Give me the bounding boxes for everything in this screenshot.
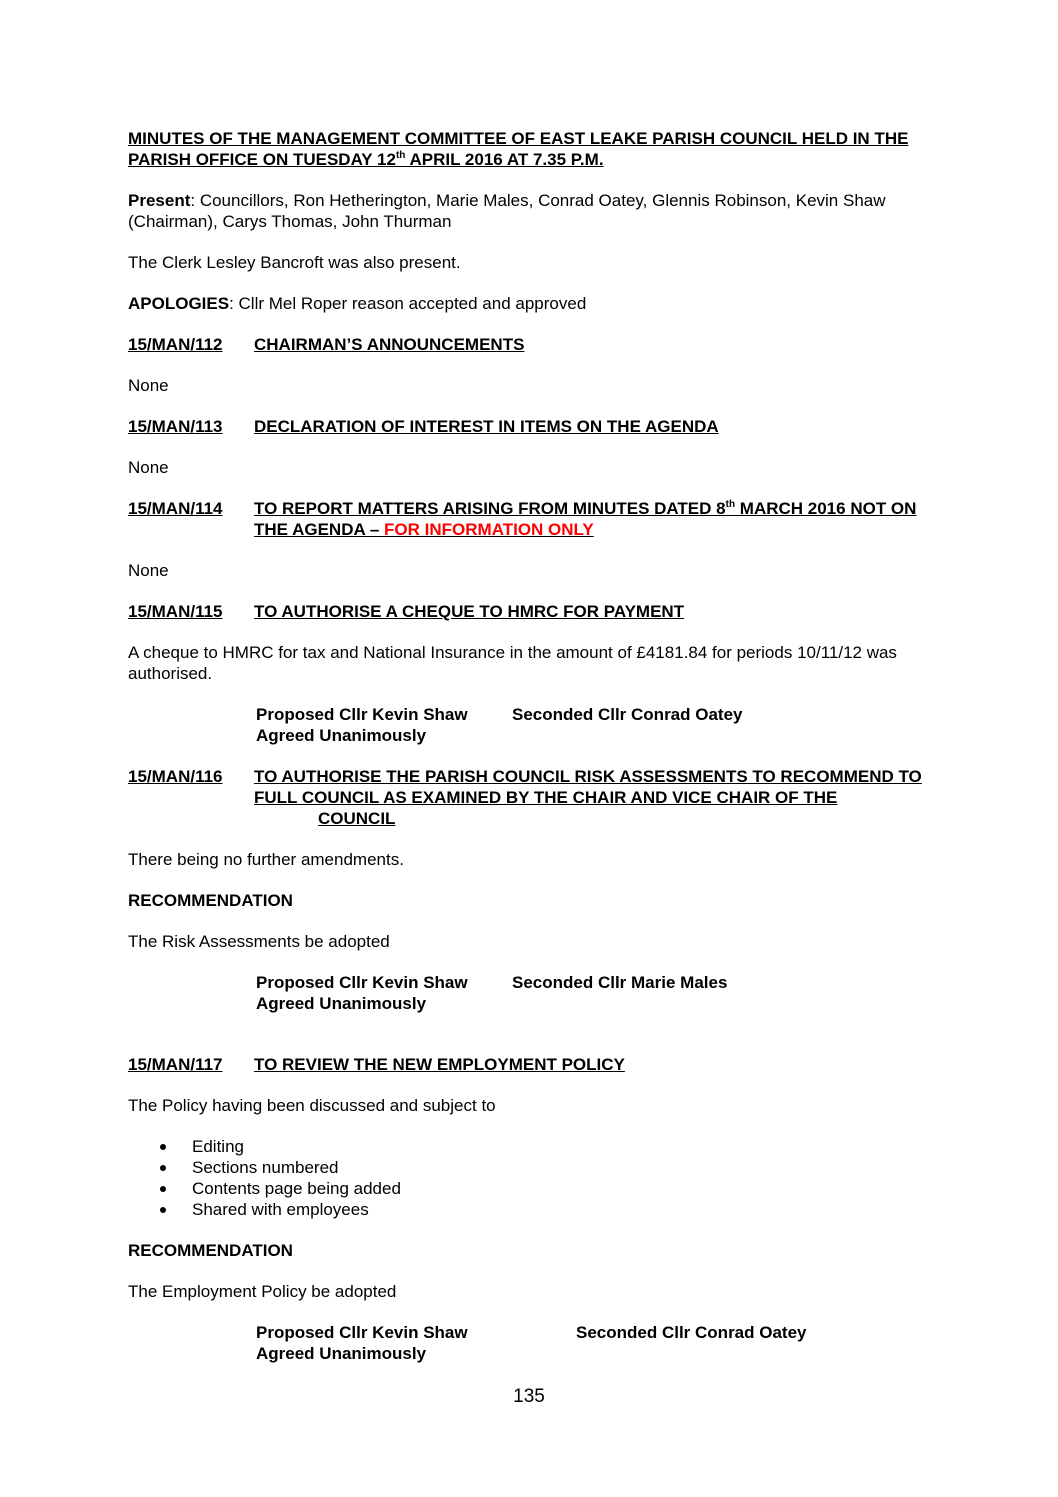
apologies-text: : Cllr Mel Roper reason accepted and approved	[229, 294, 587, 313]
item-112-body: None	[128, 376, 169, 395]
item-115-vote	[256, 704, 938, 746]
item-116-title-line2: COUNCIL	[318, 809, 396, 828]
item-116-vote	[256, 972, 938, 1014]
item-114-title-red: FOR INFORMATION ONLY	[384, 520, 594, 539]
item-117-proposed: Proposed Cllr Kevin Shaw	[256, 1323, 468, 1342]
title-part1: MINUTES OF THE MANAGEMENT COMMITTEE OF EAST LEAKE PARISH COUNCIL HELD IN THE PARISH OFFICE ON TUESDAY 12	[128, 129, 909, 169]
item-112-title: CHAIRMAN’S ANNOUNCEMENTS	[254, 335, 525, 354]
item-117-agreed: Agreed Unanimously	[256, 1344, 427, 1363]
item-117-ref: 15/MAN/117	[128, 1055, 223, 1074]
item-114-body: None	[128, 561, 169, 580]
item-117-recommendation-text: The Employment Policy be adopted	[128, 1282, 397, 1301]
item-114-ref: 15/MAN/114	[128, 499, 223, 518]
item-113-ref: 15/MAN/113	[128, 417, 223, 436]
item-116-seconded: Seconded Cllr Marie Males	[512, 973, 728, 992]
spacer	[128, 1034, 938, 1054]
item-115-ref: 15/MAN/115	[128, 602, 223, 621]
item-116-recommendation-text: The Risk Assessments be adopted	[128, 932, 390, 951]
page-number: 135	[513, 1386, 545, 1407]
item-116-proposed: Proposed Cllr Kevin Shaw	[256, 973, 468, 992]
item-114-title	[254, 498, 938, 540]
item-113-title: DECLARATION OF INTEREST IN ITEMS ON THE AGENDA	[254, 417, 719, 436]
item-115-title: TO AUTHORISE A CHEQUE TO HMRC FOR PAYMENT	[254, 602, 685, 621]
title-part2: APRIL 2016 AT 7.35 P.M	[405, 150, 599, 169]
clerk-paragraph: The Clerk Lesley Bancroft was also present.	[128, 253, 461, 272]
item-114-title-part2: MARCH 2016 NOT ON THE AGENDA –	[254, 499, 917, 539]
apologies-paragraph	[128, 293, 938, 314]
list-item: Contents page being added	[128, 1178, 938, 1199]
item-117-recommendation-label: RECOMMENDATION	[128, 1241, 293, 1260]
item-117-title: TO REVIEW THE NEW EMPLOYMENT POLICY	[254, 1055, 625, 1074]
title-end: .	[598, 150, 604, 169]
item-114-title-sup: th	[725, 499, 736, 510]
list-item: Sections numbered	[128, 1157, 938, 1178]
item-116-heading	[128, 766, 938, 829]
item-113-body: None	[128, 458, 169, 477]
item-115-agreed: Agreed Unanimously	[256, 726, 427, 745]
apologies-label: APOLOGIES	[128, 294, 230, 313]
item-114-heading	[128, 498, 938, 540]
item-115-body: A cheque to HMRC for tax and National Insurance in the amount of £4181.84 for periods 10/11/12 was authorised.	[128, 643, 897, 683]
item-116-ref: 15/MAN/116	[128, 767, 223, 786]
item-113-heading	[128, 416, 938, 437]
minutes-title	[128, 128, 938, 170]
item-116-title-line1: TO AUTHORISE THE PARISH COUNCIL RISK ASSESSMENTS TO RECOMMEND TO FULL COUNCIL AS EXAMINED BY THE CHAIR AND VICE CHAIR OF THE	[254, 767, 922, 807]
item-115-proposed: Proposed Cllr Kevin Shaw	[256, 705, 468, 724]
item-112-heading	[128, 334, 938, 355]
item-116-body: There being no further amendments.	[128, 850, 404, 869]
list-item: Shared with employees	[128, 1199, 938, 1220]
item-114-title-part1: TO REPORT MATTERS ARISING FROM MINUTES DATED 8	[254, 499, 726, 518]
item-117-heading	[128, 1054, 938, 1075]
item-117-seconded: Seconded Cllr Conrad Oatey	[576, 1323, 807, 1342]
list-item: Editing	[128, 1136, 938, 1157]
item-117-body: The Policy having been discussed and subject to	[128, 1096, 496, 1115]
item-117-vote	[256, 1322, 938, 1364]
document-page	[128, 128, 938, 1384]
item-112-ref: 15/MAN/112	[128, 335, 223, 354]
present-text: : Councillors, Ron Hetherington, Marie Males, Conrad Oatey, Glennis Robinson, Kevin Shaw (Chairman), Carys Thomas, John Thurman	[128, 191, 886, 231]
title-sup: th	[395, 150, 406, 161]
present-label: Present	[128, 191, 191, 210]
item-116-title	[254, 766, 938, 829]
item-115-seconded: Seconded Cllr Conrad Oatey	[512, 705, 743, 724]
item-116-recommendation-label: RECOMMENDATION	[128, 891, 293, 910]
item-115-heading	[128, 601, 938, 622]
present-paragraph	[128, 190, 938, 232]
item-117-bullet-list	[128, 1136, 938, 1220]
item-116-agreed: Agreed Unanimously	[256, 994, 427, 1013]
